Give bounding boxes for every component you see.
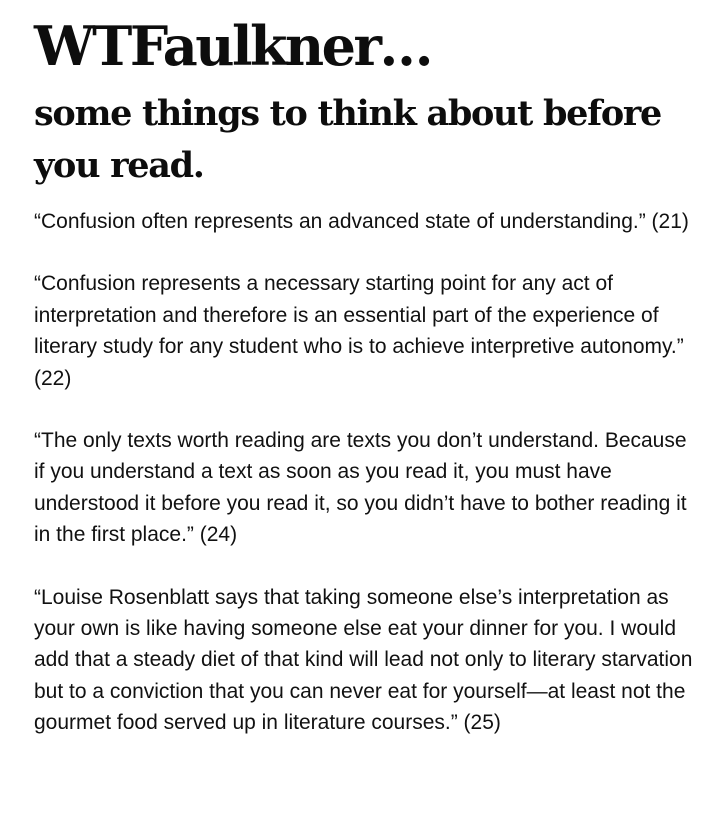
quote-paragraph: “Confusion represents a necessary starting point for any act of interpretation and therefore is an essential part of the experience of literary study for any student who is to achieve interpretive autonomy.” (22) xyxy=(34,272,684,390)
page-title: WTFaulkner… xyxy=(34,14,431,78)
quote-paragraph: “The only texts worth reading are texts you don’t understand. Because if you understand a text as soon as you read it, you must have understood it before you read it, so you didn’t have to bother reading it in the first place.” (24) xyxy=(34,429,687,547)
document-page xyxy=(34,12,694,739)
quote-paragraph: “Confusion often represents an advanced state of understanding.” (21) xyxy=(34,210,689,233)
quote-paragraph: “Louise Rosenblatt says that taking someone else’s interpretation as your own is like having someone else eat your dinner for you. I would add that a steady diet of that kind will lead not only to literary starvation but to a conviction that you can never eat for yourself—at least not the gourmet food served up in literature courses.” (25) xyxy=(34,585,693,735)
page-subtitle: some things to think about before you read. xyxy=(34,93,661,186)
quote-list xyxy=(34,206,694,739)
